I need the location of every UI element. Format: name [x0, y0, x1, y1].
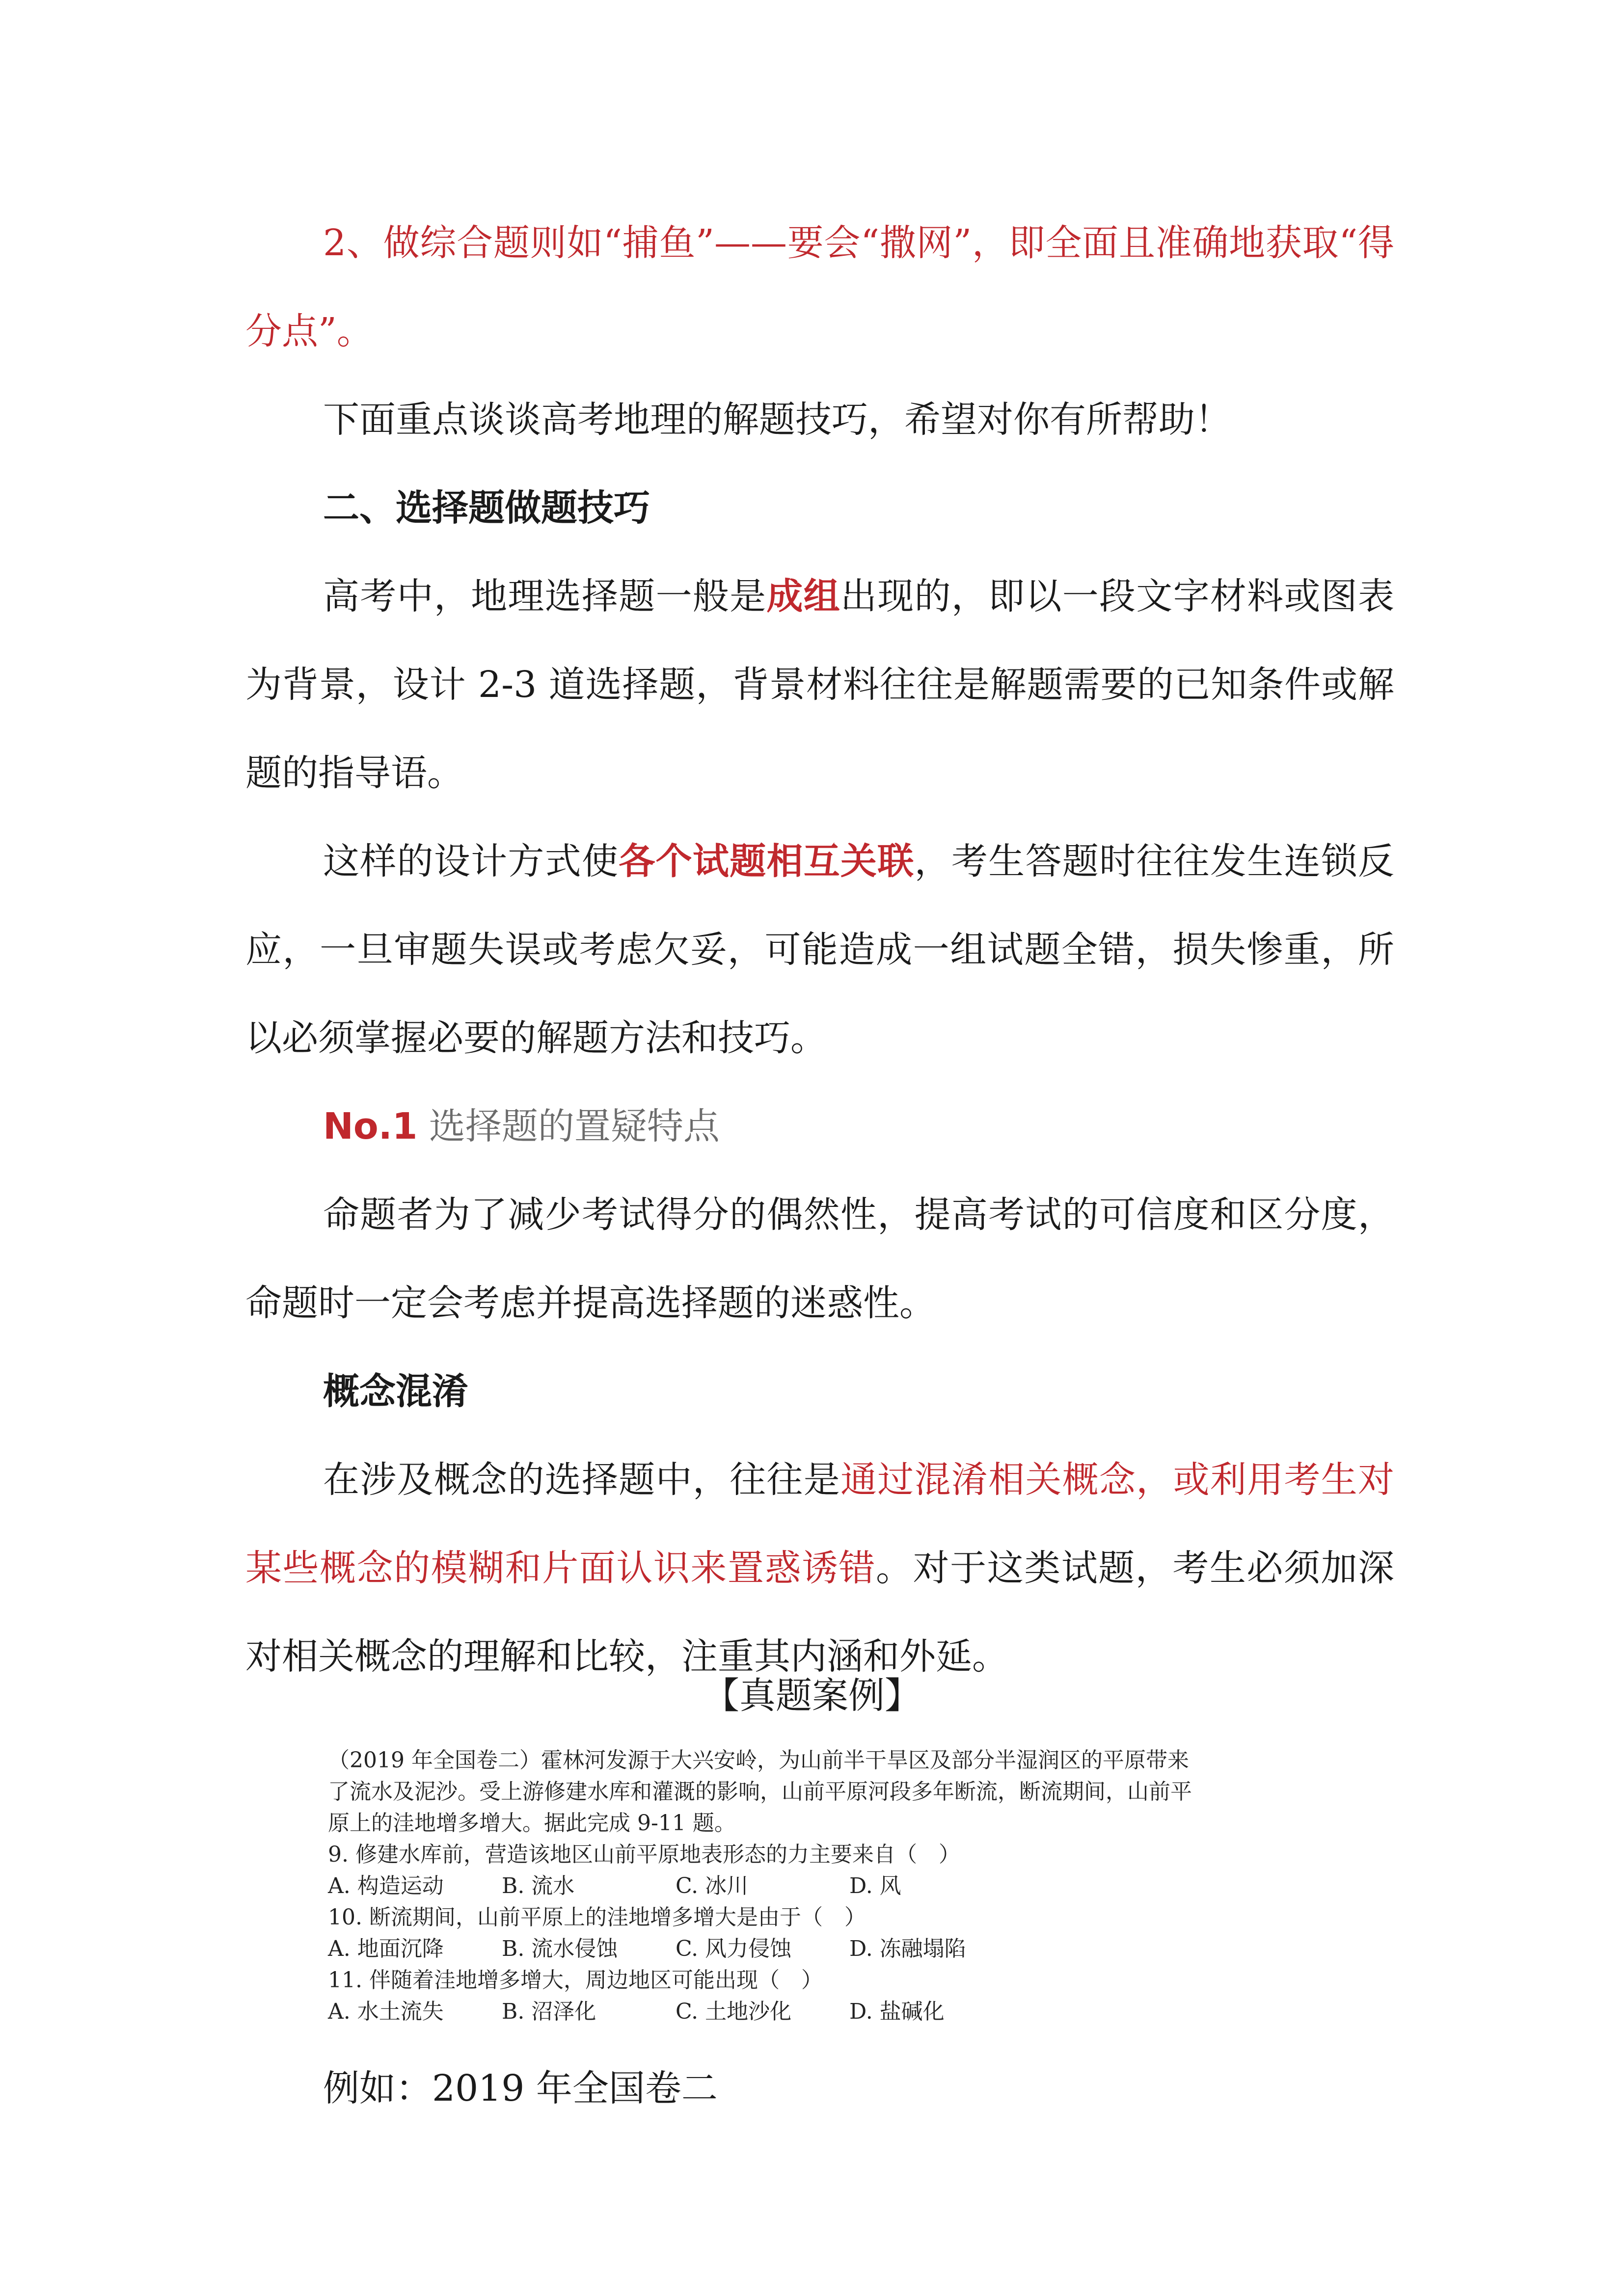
- option-b: B. 沼泽化: [502, 1999, 596, 2024]
- linked-highlight: 各个试题相互关联: [619, 840, 915, 882]
- option-c: C. 冰川: [676, 1873, 749, 1898]
- section-heading: 二、选择题做题技巧: [323, 487, 650, 529]
- confusion-text: 命题者为了减少考试得分的偶然性，提高考试的可信度和区分度，命题时一定会考虑并提高选择题的迷惑性。: [245, 1194, 1394, 1324]
- point-2-dash: ——要会: [714, 222, 861, 264]
- exam-stem: （2019 年全国卷二）霍林河发源于大兴安岭，为山前半干旱区及部分半湿润区的平原带来了流水及泥沙。受上游修建水库和灌溉的影响，山前平原河段多年断流，断流期间，山前平原上的洼地增多增大。据此完成 9-11 题。: [328, 1748, 1192, 1836]
- option-d: D. 盐碱化: [849, 1999, 945, 2024]
- section-heading-block: [245, 464, 1394, 552]
- paragraph-confusion: [245, 1171, 1394, 1347]
- question-11-options: [328, 1996, 1192, 2028]
- concept-heading: 概念混淆: [323, 1370, 468, 1413]
- option-b: B. 流水侵蚀: [502, 1936, 618, 1961]
- concept-text-b: 。对于这类试题，考生必须加深对相关概念的理解和比较，注重其内涵和外延。: [245, 1547, 1395, 1678]
- grouped-questions-text: [245, 552, 1394, 817]
- linked-questions-text: [245, 817, 1394, 1082]
- question-11: 11. 伴随着洼地增多增大，周边地区可能出现（ ）: [328, 1968, 823, 1993]
- paragraph-concept: [245, 1436, 1394, 1701]
- no1-label: No.1: [323, 1105, 418, 1148]
- option-d: D. 冻融塌陷: [849, 1936, 966, 1961]
- linked-text-a: 这样的设计方式使: [323, 840, 619, 882]
- point-2-quote-net: “撒网”: [861, 222, 972, 264]
- paragraph-linked-questions: [245, 817, 1394, 1082]
- intro-point-2: [245, 199, 1394, 375]
- point-2-end: 。: [336, 310, 373, 352]
- paragraph-grouped-questions: [245, 552, 1394, 817]
- question-10: 10. 断流期间，山前平原上的洼地增多增大是由于（ ）: [328, 1905, 866, 1930]
- option-a: A. 地面沉降: [328, 1936, 444, 1961]
- point-2-middle: ，即全面且准确地获取: [972, 222, 1339, 264]
- grouped-text-a: 高考中，地理选择题一般是: [323, 575, 767, 617]
- concept-highlight: 通过混淆相关概念，或利用考生对某些概念的模糊和片面认识来置惑诱错: [245, 1459, 1394, 1589]
- question-9: 9. 修建水库前，营造该地区山前平原地表形态的力主要来自（ ）: [328, 1842, 960, 1867]
- option-d: D. 风: [849, 1873, 901, 1898]
- option-a: A. 水土流失: [328, 1999, 444, 2024]
- option-b: B. 流水: [502, 1873, 575, 1898]
- subsection-no1: [245, 1082, 1394, 1171]
- exam-excerpt: [328, 1745, 1192, 2028]
- point-2-paragraph: [245, 199, 1394, 375]
- intro-paragraph: [245, 375, 1394, 464]
- example-line: 例如：2019 年全国卷二: [323, 2067, 718, 2109]
- concept-heading-block: [245, 1347, 1394, 1436]
- no1-title: 选择题的置疑特点: [417, 1105, 720, 1148]
- point-2-quote-fishing: “捕鱼”: [603, 222, 714, 264]
- grouped-text-b: 出现的，即以一段文字材料或图表为背景，设计 2-3 道选择题，背景材料往往是解题需要的已知条件或解题的指导语。: [245, 575, 1395, 794]
- question-9-options: [328, 1870, 1192, 1902]
- point-2-prefix: 2、做综合题则如: [323, 222, 604, 264]
- intro-sentence: 下面重点谈谈高考地理的解题技巧，希望对你有所帮助！: [323, 399, 1231, 441]
- point-2-quote-points: “得分点”: [245, 222, 1395, 352]
- concept-text-a: 在涉及概念的选择题中，往往是: [323, 1459, 840, 1501]
- case-title: 【真题案例】: [703, 1675, 921, 1717]
- linked-text-b: ，考生答题时往往发生连锁反应，一旦审题失误或考虑欠妥，可能造成一组试题全错，损失惨重，所以必须掌握必要的解题方法和技巧。: [245, 840, 1395, 1059]
- no1-heading: [245, 1082, 1394, 1171]
- option-c: C. 风力侵蚀: [676, 1936, 792, 1961]
- option-a: A. 构造运动: [328, 1873, 444, 1898]
- grouped-highlight: 成组: [766, 575, 841, 617]
- question-10-options: [328, 1933, 1192, 1965]
- concept-text: [245, 1436, 1394, 1701]
- option-c: C. 土地沙化: [676, 1999, 792, 2024]
